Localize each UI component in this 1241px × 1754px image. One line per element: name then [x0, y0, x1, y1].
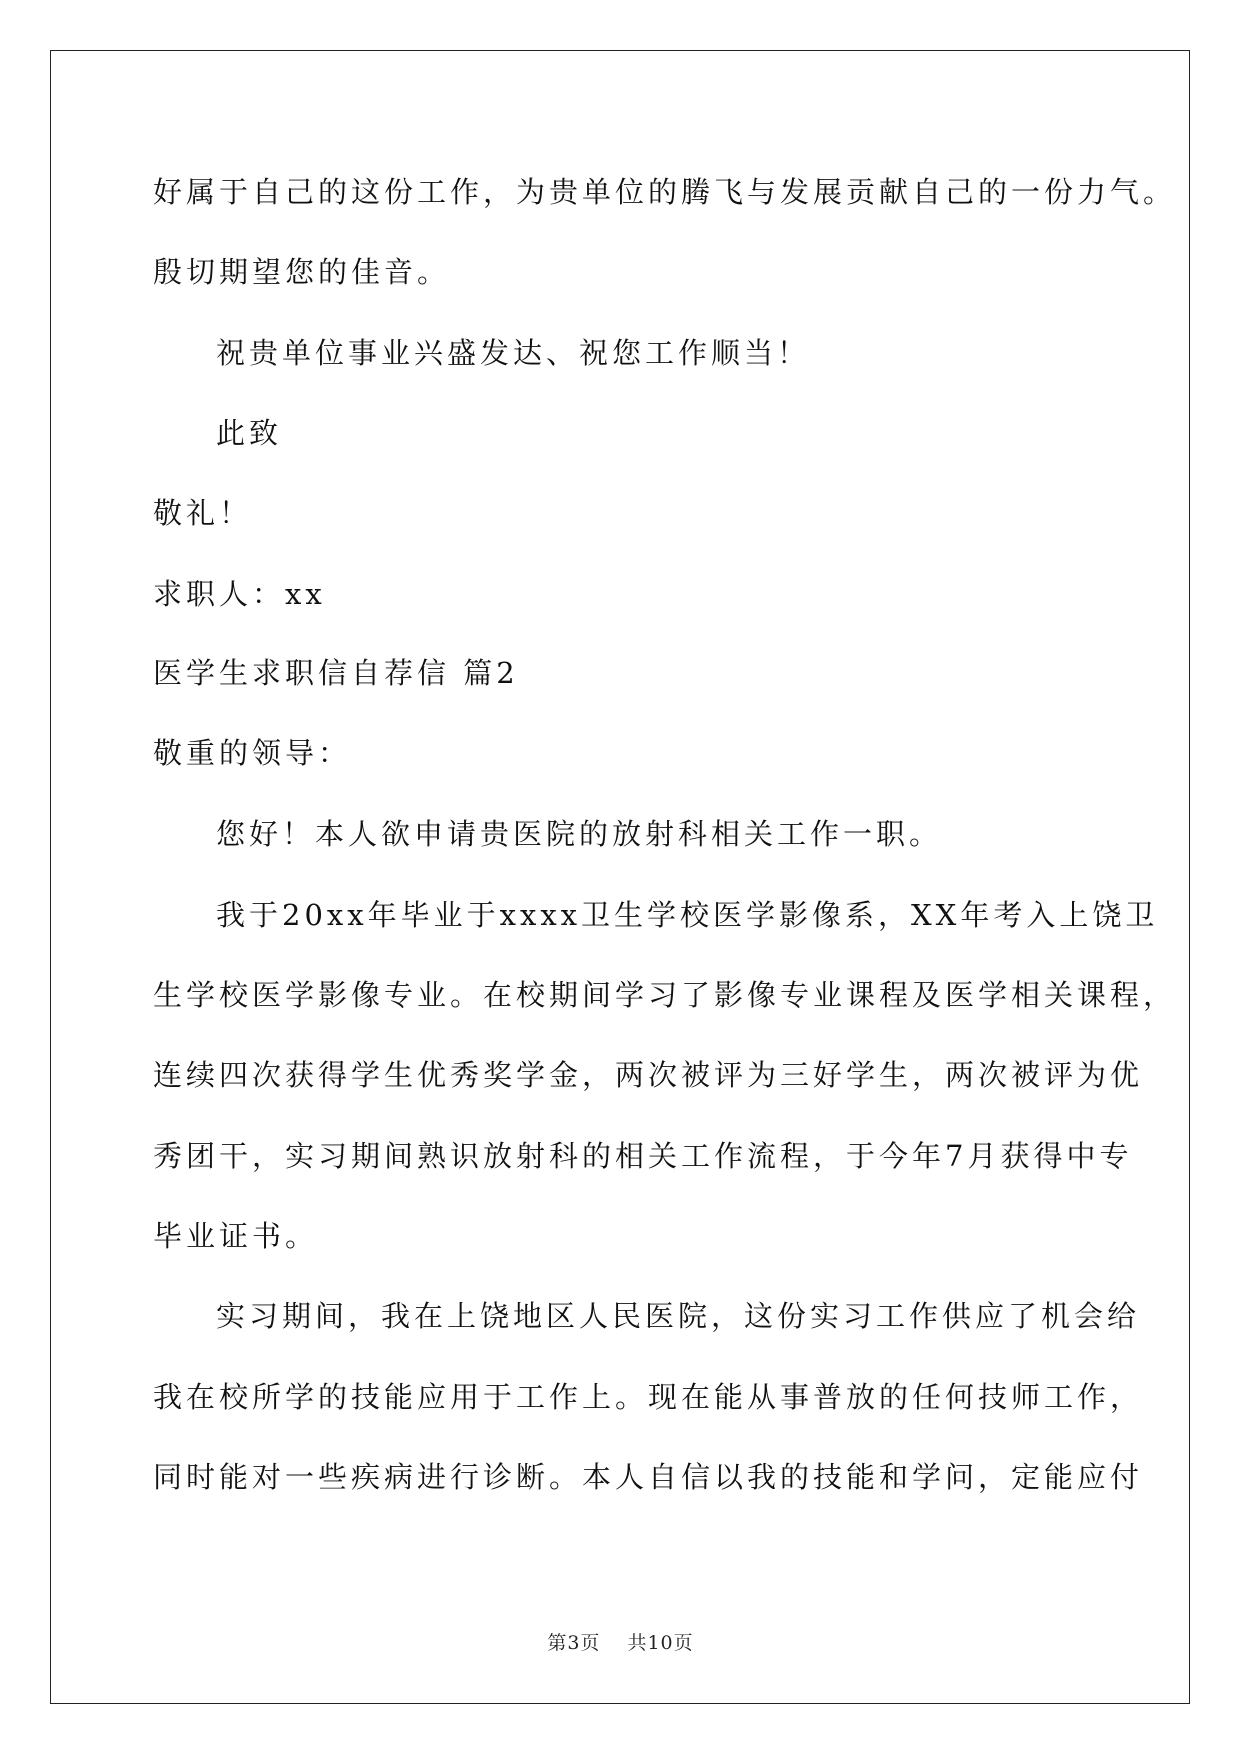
text-line: 实习期间，我在上饶地区人民医院，这份实习工作供应了机会给 — [216, 1299, 1141, 1333]
text-line: 我在校所学的技能应用于工作上。现在能从事普放的任何技师工作， — [153, 1380, 1144, 1414]
page-footer — [0, 1628, 1241, 1655]
text-line: 好属于自己的这份工作，为贵单位的腾飞与发展贡献自己的一份力气。 — [153, 175, 1177, 209]
page-number: 第3页 — [547, 1632, 601, 1654]
text-line: 毕业证书。 — [153, 1219, 319, 1253]
text-line: 同时能对一些疾病进行诊断。本人自信以我的技能和学问，定能应付 — [153, 1460, 1144, 1494]
text-line: 生学校医学影像专业。在校期间学习了影像专业课程及医学相关课程， — [153, 978, 1177, 1012]
text-line: 祝贵单位事业兴盛发达、祝您工作顺当！ — [216, 336, 811, 370]
greeting: 敬重的领导： — [153, 736, 352, 770]
text-line: 您好！本人欲申请贵医院的放射科相关工作一职。 — [216, 817, 943, 851]
closing-regards: 敬礼！ — [153, 496, 253, 530]
text-line: 殷切期望您的佳音。 — [153, 255, 451, 289]
closing-salutation: 此致 — [216, 416, 283, 450]
page-total: 共10页 — [627, 1632, 694, 1654]
signature-line: 求职人：xx — [153, 577, 326, 611]
section-heading: 医学生求职信自荐信 篇2 — [153, 656, 519, 690]
text-line: 秀团干，实习期间熟识放射科的相关工作流程，于今年7月获得中专 — [153, 1139, 1133, 1173]
text-line: 连续四次获得学生优秀奖学金，两次被评为三好学生，两次被评为优 — [153, 1058, 1144, 1092]
text-line: 我于20xx年毕业于xxxx卫生学校医学影像系，XX年考入上饶卫 — [216, 898, 1159, 932]
page-frame — [50, 50, 1190, 1704]
